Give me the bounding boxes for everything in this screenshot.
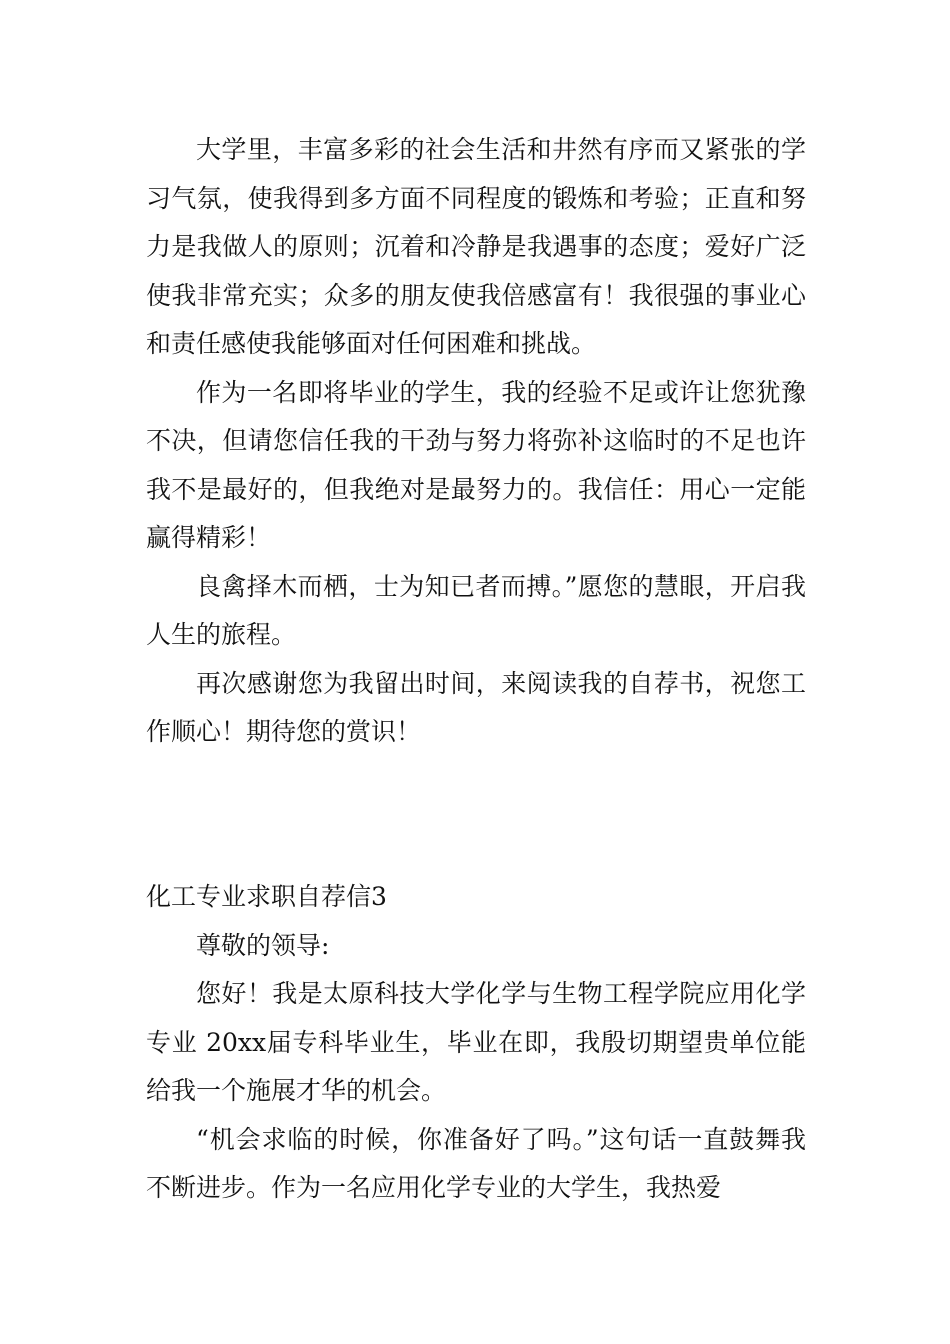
- paragraph-good-bird: 良禽择木而栖，士为知已者而搏。”愿您的慧眼，开启我人生的旅程。: [146, 571, 806, 649]
- paragraph-university-life: 大学里，丰富多彩的社会生活和井然有序而又紧张的学习气氛，使我得到多方面不同程度的锻炼和考验；正直和努力是我做人的原则；沉着和冷静是我遇事的态度；爱好广泛使我非常充实；众多的朋友使我倍感富有！我很强的事业心和责任感使我能够面对任何困难和挑战。: [146, 135, 806, 358]
- salutation: 尊敬的领导:: [196, 930, 330, 960]
- paragraph-graduate-effort: 作为一名即将毕业的学生，我的经验不足或许让您犹豫不决，但请您信任我的干劲与努力将弥补这临时的不足也许我不是最好的，但我绝对是最努力的。我信任：用心一定能赢得精彩！: [146, 377, 806, 552]
- paragraph-opportunity: “机会求临的时候，你准备好了吗。”这句话一直鼓舞我不断进步。作为一名应用化学专业的大学生，我热爱: [146, 1124, 806, 1202]
- letter-title: 化工专业求职自荐信3: [146, 882, 387, 911]
- letter-body-continued: [146, 126, 806, 757]
- paragraph-thanks: 再次感谢您为我留出时间，来阅读我的自荐书，祝您工作顺心！期待您的赏识！: [146, 668, 806, 746]
- letter-three: [146, 873, 806, 1213]
- paragraph-introduction: 您好！我是太原科技大学化学与生物工程学院应用化学专业 20xx届专科毕业生，毕业在即，我殷切期望贵单位能给我一个施展才华的机会。: [146, 979, 806, 1105]
